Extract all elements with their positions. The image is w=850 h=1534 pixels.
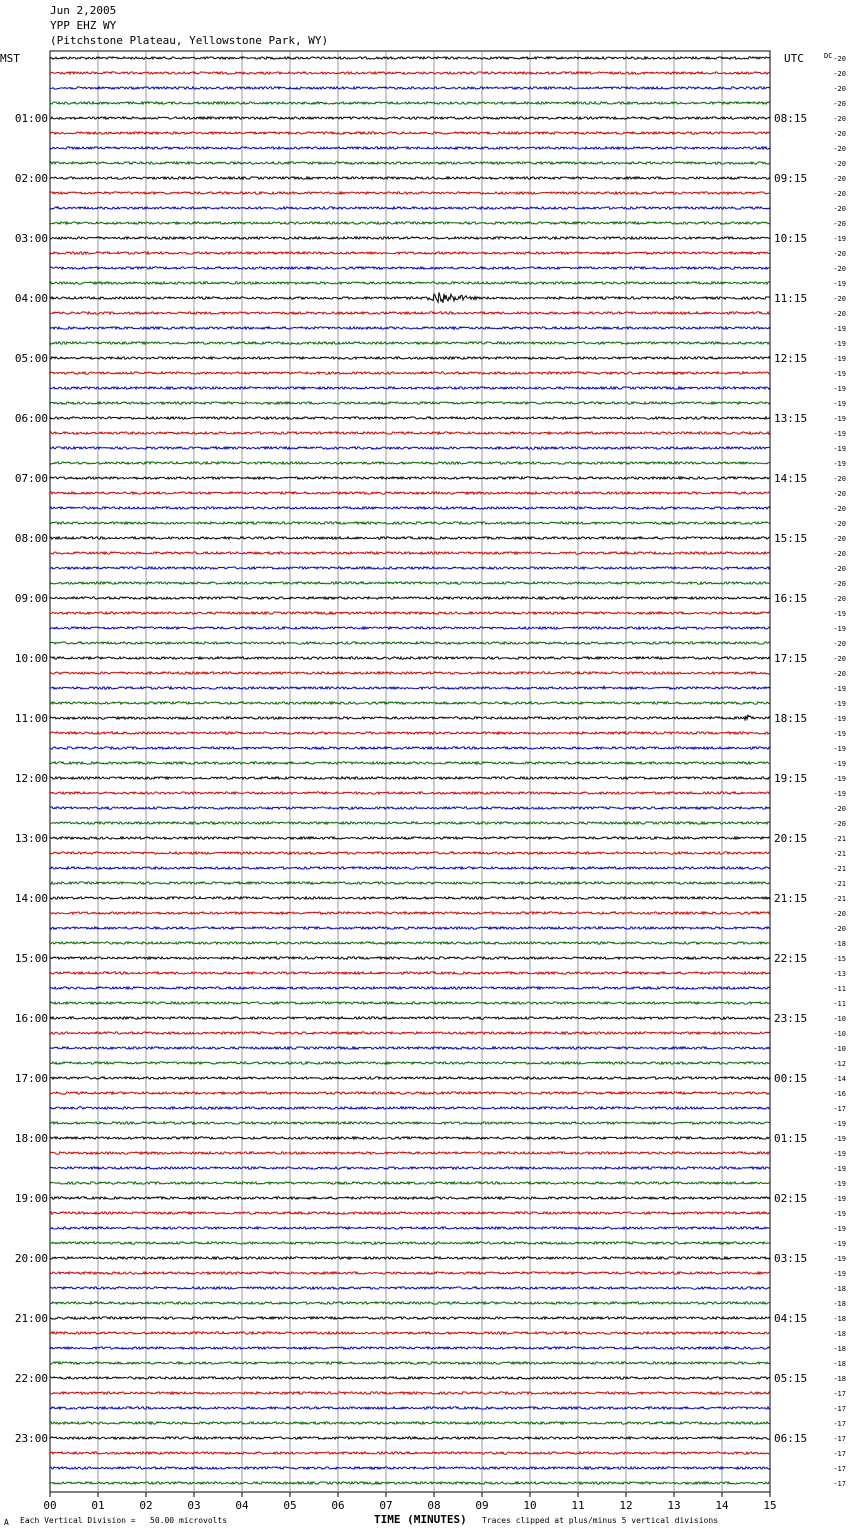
dc-offset-label: -17 <box>833 1390 846 1398</box>
right-hour-label: 19:15 <box>774 772 808 785</box>
dc-offset-label: -20 <box>833 670 846 678</box>
dc-offset-label: -20 <box>833 520 846 528</box>
trace-17 <box>50 292 770 302</box>
left-hour-label: 07:00 <box>14 472 48 485</box>
left-hour-label: 17:00 <box>14 1072 48 1085</box>
left-hour-label: 11:00 <box>14 712 48 725</box>
dc-offset-label: -20 <box>833 55 846 63</box>
dc-offset-label: -20 <box>833 910 846 918</box>
trace-95 <box>50 1467 770 1469</box>
trace-9 <box>50 177 770 179</box>
dc-offset-label: -19 <box>833 610 846 618</box>
trace-82 <box>50 1272 770 1274</box>
trace-7 <box>50 147 770 149</box>
dc-offset-label: -12 <box>833 1060 846 1068</box>
footer-mark: A <box>4 1518 9 1527</box>
trace-57 <box>50 897 770 899</box>
x-tick-label: 10 <box>523 1499 537 1512</box>
left-hour-label: 23:00 <box>14 1432 48 1445</box>
left-hour-label: 18:00 <box>14 1132 48 1145</box>
left-hour-label: 09:00 <box>14 592 48 605</box>
trace-55 <box>50 867 770 869</box>
trace-3 <box>50 87 770 89</box>
trace-1 <box>50 57 770 59</box>
right-hour-label: 22:15 <box>774 952 808 965</box>
left-timezone-label: MST <box>0 52 20 65</box>
trace-30 <box>50 492 770 494</box>
dc-offset-label: -20 <box>833 100 846 108</box>
dc-offset-label: -13 <box>833 970 846 978</box>
left-hour-label: 15:00 <box>14 952 48 965</box>
dc-offset-label: -17 <box>833 1435 846 1443</box>
trace-5 <box>50 117 770 119</box>
trace-44 <box>50 702 770 704</box>
trace-60 <box>50 942 770 944</box>
trace-10 <box>50 192 770 194</box>
dc-offset-label: -20 <box>833 115 846 123</box>
trace-76 <box>50 1182 770 1184</box>
x-tick-label: 06 <box>331 1499 345 1512</box>
x-tick-label: 13 <box>667 1499 681 1512</box>
right-hour-label: 06:15 <box>774 1432 808 1445</box>
trace-28 <box>50 462 770 464</box>
right-hour-label: 15:15 <box>774 532 808 545</box>
trace-46 <box>50 732 770 734</box>
dc-offset-label: -20 <box>833 145 846 153</box>
dc-offset-label: -20 <box>833 580 846 588</box>
trace-14 <box>50 252 770 254</box>
dc-offset-label: -20 <box>833 205 846 213</box>
station-location: (Pitchstone Plateau, Yellowstone Park, WY) <box>50 34 329 47</box>
dc-offset-label: -21 <box>833 880 846 888</box>
trace-42 <box>50 672 770 674</box>
dc-offset-label: -18 <box>833 1345 846 1353</box>
dc-offset-label: -18 <box>833 1330 846 1338</box>
trace-86 <box>50 1332 770 1334</box>
dc-offset-label: -19 <box>833 370 846 378</box>
right-hour-label: 14:15 <box>774 472 808 485</box>
trace-56 <box>50 882 770 884</box>
trace-6 <box>50 132 770 134</box>
left-hour-label: 04:00 <box>14 292 48 305</box>
left-hour-label: 13:00 <box>14 832 48 845</box>
dc-offset-label: -16 <box>833 1090 846 1098</box>
trace-35 <box>50 567 770 569</box>
trace-25 <box>50 417 770 419</box>
x-tick-label: 03 <box>187 1499 201 1512</box>
dc-offset-label: -18 <box>833 1285 846 1293</box>
trace-91 <box>50 1407 770 1409</box>
trace-39 <box>50 627 770 629</box>
left-hour-label: 20:00 <box>14 1252 48 1265</box>
trace-50 <box>50 792 770 794</box>
right-hour-label: 21:15 <box>774 892 808 905</box>
right-hour-label: 17:15 <box>774 652 808 665</box>
dc-offset-label: -20 <box>833 475 846 483</box>
trace-71 <box>50 1106 770 1109</box>
trace-94 <box>50 1452 770 1454</box>
dc-offset-label: -21 <box>833 865 846 873</box>
dc-offset-label: -19 <box>833 730 846 738</box>
dc-offset-label: -19 <box>833 760 846 768</box>
dc-offset-label: -11 <box>833 985 846 993</box>
trace-36 <box>50 582 770 584</box>
trace-90 <box>50 1392 770 1394</box>
dc-offset-label: -20 <box>833 175 846 183</box>
dc-offset-label: -19 <box>833 1165 846 1173</box>
dc-offset-label: -19 <box>833 700 846 708</box>
dc-offset-label: -20 <box>833 265 846 273</box>
trace-85 <box>50 1317 770 1319</box>
right-hour-label: 10:15 <box>774 232 808 245</box>
trace-81 <box>50 1257 770 1259</box>
dc-offset-label: -20 <box>833 310 846 318</box>
dc-offset-label: -20 <box>833 640 846 648</box>
dc-offset-label: -19 <box>833 745 846 753</box>
x-tick-label: 02 <box>139 1499 153 1512</box>
trace-92 <box>50 1422 770 1424</box>
left-hour-label: 05:00 <box>14 352 48 365</box>
trace-74 <box>50 1152 770 1154</box>
dc-offset-label: -17 <box>833 1450 846 1458</box>
dc-offset-label: -20 <box>833 190 846 198</box>
trace-13 <box>50 237 770 239</box>
dc-offset-label: -19 <box>833 625 846 633</box>
dc-offset-label: -20 <box>833 595 846 603</box>
trace-34 <box>50 552 770 554</box>
dc-offset-label: -20 <box>833 160 846 168</box>
dc-offset-label: -20 <box>833 85 846 93</box>
trace-89 <box>50 1377 770 1379</box>
trace-68 <box>50 1062 770 1064</box>
x-tick-label: 14 <box>715 1499 729 1512</box>
dc-offset-label: -20 <box>833 490 846 498</box>
dc-offset-label: -11 <box>833 1000 846 1008</box>
trace-65 <box>50 1017 770 1019</box>
dc-offset-label: -19 <box>833 1150 846 1158</box>
trace-45 <box>50 715 770 720</box>
trace-83 <box>50 1287 770 1289</box>
left-hour-label: 14:00 <box>14 892 48 905</box>
dc-offset-label: -19 <box>833 1120 846 1128</box>
trace-75 <box>50 1167 770 1169</box>
dc-offset-label: -18 <box>833 1360 846 1368</box>
dc-offset-label: -17 <box>833 1465 846 1473</box>
dc-offset-label: -20 <box>833 220 846 228</box>
trace-33 <box>50 537 770 539</box>
trace-16 <box>50 282 770 284</box>
trace-87 <box>50 1347 770 1349</box>
dc-offset-label: -14 <box>833 1075 846 1083</box>
trace-8 <box>50 162 770 164</box>
trace-41 <box>50 657 770 659</box>
trace-43 <box>50 686 770 689</box>
dc-offset-label: -20 <box>833 70 846 78</box>
right-hour-label: 00:15 <box>774 1072 808 1085</box>
dc-offset-label: -20 <box>833 550 846 558</box>
left-hour-label: 21:00 <box>14 1312 48 1325</box>
dc-offset-label: -19 <box>833 355 846 363</box>
dc-offset-label: -19 <box>833 340 846 348</box>
dc-offset-label: -19 <box>833 715 846 723</box>
dc-offset-label: -20 <box>833 820 846 828</box>
trace-84 <box>50 1302 770 1304</box>
x-tick-label: 15 <box>763 1499 777 1512</box>
x-tick-label: 05 <box>283 1499 297 1512</box>
trace-29 <box>50 477 770 479</box>
dc-offset-label: -17 <box>833 1405 846 1413</box>
trace-18 <box>50 312 770 314</box>
trace-26 <box>50 432 770 434</box>
dc-offset-label: -20 <box>833 925 846 933</box>
right-hour-label: 01:15 <box>774 1132 808 1145</box>
dc-offset-label: -18 <box>833 1315 846 1323</box>
left-hour-label: 16:00 <box>14 1012 48 1025</box>
dc-offset-label: -19 <box>833 685 846 693</box>
dc-offset-label: -19 <box>833 385 846 393</box>
left-hour-label: 22:00 <box>14 1372 48 1385</box>
dc-offset-label: -20 <box>833 535 846 543</box>
dc-header-label: DC <box>824 52 833 60</box>
dc-offset-label: -19 <box>833 775 846 783</box>
trace-80 <box>50 1242 770 1244</box>
x-tick-label: 08 <box>427 1499 441 1512</box>
trace-12 <box>50 222 770 224</box>
chart-date: Jun 2,2005 <box>50 4 117 17</box>
dc-offset-label: -19 <box>833 790 846 798</box>
right-hour-label: 11:15 <box>774 292 808 305</box>
trace-70 <box>50 1092 770 1094</box>
right-hour-label: 20:15 <box>774 832 808 845</box>
dc-offset-label: -20 <box>833 565 846 573</box>
trace-72 <box>50 1122 770 1124</box>
x-tick-label: 01 <box>91 1499 105 1512</box>
right-hour-label: 16:15 <box>774 592 808 605</box>
station-name: YPP EHZ WY <box>50 19 117 32</box>
trace-53 <box>50 837 770 839</box>
left-hour-label: 01:00 <box>14 112 48 125</box>
dc-offset-label: -20 <box>833 130 846 138</box>
trace-15 <box>50 267 770 269</box>
trace-47 <box>50 747 770 749</box>
dc-offset-label: -20 <box>833 250 846 258</box>
dc-offset-label: -21 <box>833 895 846 903</box>
dc-offset-label: -20 <box>833 505 846 513</box>
dc-offset-label: -20 <box>833 295 846 303</box>
left-hour-label: 10:00 <box>14 652 48 665</box>
trace-11 <box>50 207 770 209</box>
trace-4 <box>50 102 770 104</box>
trace-2 <box>50 72 770 74</box>
left-hour-label: 12:00 <box>14 772 48 785</box>
trace-21 <box>50 357 770 359</box>
dc-offset-label: -19 <box>833 445 846 453</box>
dc-offset-label: -19 <box>833 280 846 288</box>
right-hour-label: 18:15 <box>774 712 808 725</box>
trace-67 <box>50 1047 770 1049</box>
x-tick-label: 12 <box>619 1499 633 1512</box>
dc-offset-label: -19 <box>833 325 846 333</box>
dc-offset-label: -19 <box>833 1195 846 1203</box>
right-hour-label: 09:15 <box>774 172 808 185</box>
x-tick-label: 00 <box>43 1499 57 1512</box>
dc-offset-label: -19 <box>833 1225 846 1233</box>
right-hour-label: 12:15 <box>774 352 808 365</box>
trace-40 <box>50 642 770 644</box>
right-hour-label: 04:15 <box>774 1312 808 1325</box>
trace-58 <box>50 912 770 914</box>
x-tick-label: 09 <box>475 1499 489 1512</box>
dc-offset-label: -18 <box>833 940 846 948</box>
dc-offset-label: -10 <box>833 1045 846 1053</box>
right-timezone-label: UTC <box>784 52 804 65</box>
left-hour-label: 19:00 <box>14 1192 48 1205</box>
x-tick-label: 04 <box>235 1499 249 1512</box>
plot-frame <box>50 51 770 1492</box>
left-hour-label: 03:00 <box>14 232 48 245</box>
dc-offset-label: -19 <box>833 1210 846 1218</box>
dc-offset-label: -17 <box>833 1480 846 1488</box>
right-hour-label: 13:15 <box>774 412 808 425</box>
dc-offset-label: -18 <box>833 1375 846 1383</box>
dc-offset-label: -10 <box>833 1030 846 1038</box>
x-tick-label: 11 <box>571 1499 585 1512</box>
dc-offset-label: -17 <box>833 1105 846 1113</box>
trace-88 <box>50 1362 770 1364</box>
right-hour-label: 23:15 <box>774 1012 808 1025</box>
trace-96 <box>50 1482 770 1484</box>
dc-offset-label: -17 <box>833 1420 846 1428</box>
left-hour-label: 08:00 <box>14 532 48 545</box>
trace-31 <box>50 507 770 509</box>
clip-note: Traces clipped at plus/minus 5 vertical divisions <box>482 1516 719 1525</box>
dc-offset-label: -19 <box>833 1270 846 1278</box>
dc-offset-label: -19 <box>833 235 846 243</box>
trace-62 <box>50 972 770 974</box>
trace-93 <box>50 1437 770 1439</box>
trace-61 <box>50 957 770 959</box>
dc-offset-label: -20 <box>833 805 846 813</box>
trace-48 <box>50 762 770 764</box>
dc-offset-label: -20 <box>833 655 846 663</box>
trace-49 <box>50 777 770 779</box>
trace-59 <box>50 927 770 929</box>
dc-offset-label: -19 <box>833 415 846 423</box>
left-hour-label: 06:00 <box>14 412 48 425</box>
trace-19 <box>50 327 770 329</box>
trace-54 <box>50 852 770 854</box>
trace-23 <box>50 387 770 389</box>
trace-20 <box>50 342 770 344</box>
trace-66 <box>50 1032 770 1034</box>
trace-63 <box>50 987 770 989</box>
dc-offset-label: -18 <box>833 1300 846 1308</box>
trace-51 <box>50 807 770 809</box>
trace-52 <box>50 822 770 824</box>
dc-offset-label: -19 <box>833 1240 846 1248</box>
dc-offset-label: -19 <box>833 1135 846 1143</box>
trace-27 <box>50 447 770 449</box>
dc-offset-label: -10 <box>833 1015 846 1023</box>
trace-22 <box>50 372 770 374</box>
left-hour-label: 02:00 <box>14 172 48 185</box>
right-hour-label: 02:15 <box>774 1192 808 1205</box>
right-hour-label: 08:15 <box>774 112 808 125</box>
dc-offset-label: -21 <box>833 850 846 858</box>
trace-38 <box>50 612 770 614</box>
dc-offset-label: -19 <box>833 460 846 468</box>
dc-offset-label: -19 <box>833 400 846 408</box>
trace-64 <box>50 1002 770 1004</box>
trace-73 <box>50 1137 770 1139</box>
trace-69 <box>50 1077 770 1079</box>
dc-offset-label: -19 <box>833 430 846 438</box>
trace-24 <box>50 402 770 404</box>
trace-79 <box>50 1227 770 1229</box>
right-hour-label: 05:15 <box>774 1372 808 1385</box>
dc-offset-label: -15 <box>833 955 846 963</box>
x-axis-title: TIME (MINUTES) <box>374 1513 467 1526</box>
trace-78 <box>50 1212 770 1214</box>
trace-37 <box>50 597 770 599</box>
trace-32 <box>50 522 770 524</box>
dc-offset-label: -21 <box>833 835 846 843</box>
x-tick-label: 07 <box>379 1499 393 1512</box>
right-hour-label: 03:15 <box>774 1252 808 1265</box>
scale-note: Each Vertical Division = 50.00 microvolts <box>20 1516 228 1525</box>
dc-offset-label: -19 <box>833 1180 846 1188</box>
dc-offset-label: -19 <box>833 1255 846 1263</box>
trace-77 <box>50 1197 770 1199</box>
